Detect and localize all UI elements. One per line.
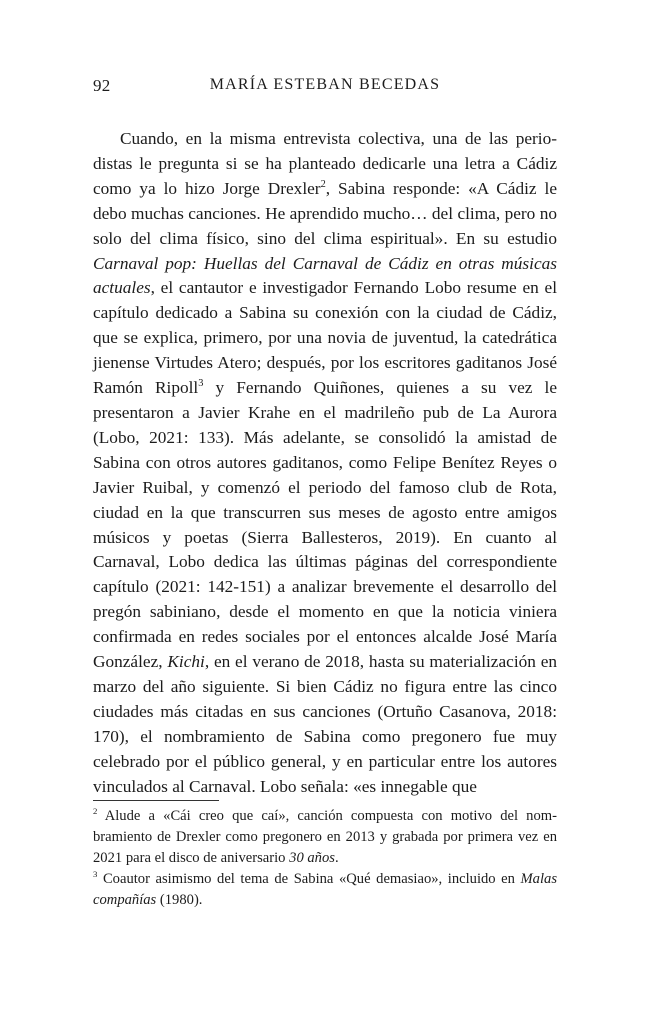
album-title: 30 años <box>289 850 335 866</box>
footnotes <box>93 806 557 911</box>
body-text-segment: , Sabina responde: «A Cádiz le debo muchas canciones. He aprendido mucho… del clima, pero no solo del clima físico, sino del clima espiritual». En su estudio <box>93 178 557 248</box>
body-text-segment: , en el verano de 2018, hasta su materialización en marzo del año siguiente. Si bien Cádiz no figura entre las cinco ciudades más citadas en sus canciones (Ortuño Casanova, 2018: 170), el nombramiento de Sabina como pregonero fue muy celebrado por el público general, y en particular entre los autores vinculados al Carnaval. Lobo señala: «es innegable que <box>93 652 558 796</box>
footnote-number: 2 <box>93 806 98 817</box>
footnote <box>93 806 557 869</box>
album-title: Malas compañías <box>93 871 557 908</box>
nickname: Kichi <box>167 652 205 672</box>
body-text-segment: y Fernando Quiñones, quienes a su vez le presentaron a Javier Krahe en el madrileño pub de La Aurora (Lobo, 2021: 133). Más adelante, se consolidó la amistad de Sabina con otros autores gaditanos, como Felipe Benítez Reyes o Javier Ruibal, y comenzó el periodo del famoso club de Rota, ciudad en la que transcurren sus meses de agosto entre amigos músicos y poetas (Sierra Ballesteros, 2019). En cuanto al Carnaval, Lobo dedica las últimas páginas del correspondiente capítulo (2021: 142-151) a analizar brevemente el desarrollo del pregón sabiniano, desde el momento en que la noticia viniera confirmada en redes sociales por el entonces alcalde José María González, <box>93 378 558 672</box>
book-title: Carnaval pop: Huellas del Carnaval de Cádiz en otras músicas actuales <box>93 253 557 298</box>
body-text <box>93 127 557 799</box>
body-paragraph <box>93 127 557 799</box>
page-number: 92 <box>93 76 111 95</box>
footnote-text: . <box>334 850 339 866</box>
footnote-text: Alude a «Cái creo que caí», canción compuesta con motivo del nombramiento de Drexler como pregonero en 2013 y grabada por primera vez en 2021 para el disco de aniversario <box>93 808 557 866</box>
footnote-text: (1980). <box>156 892 203 908</box>
body-text-segment: , el cantautor e investigador Fernando Lobo resume en el capítulo dedicado a Sabina su conexión con la ciudad de Cádiz, que se explica, primero, por una novia de juventud, la catedrática jienense Virtudes Atero; después, por los escritores gaditanos José Ramón Ripoll <box>93 278 557 398</box>
footnote <box>93 869 557 911</box>
footnote-text: Coautor asimismo del tema de Sabina «Qué demasiao», incluido en <box>97 871 521 887</box>
body-text-segment: Cuando, en la misma entrevista colectiva, una de las periodistas le pregunta si se ha planteado dedicarle una letra a Cádiz como ya lo hizo Jorge Drexler <box>93 129 557 198</box>
footnote-ref: 3 <box>198 378 204 390</box>
running-head: MARÍA ESTEBAN BECEDAS <box>209 76 441 93</box>
footnote-number: 3 <box>93 869 98 880</box>
footnote-ref: 2 <box>320 179 326 191</box>
footnote-rule <box>93 800 219 801</box>
